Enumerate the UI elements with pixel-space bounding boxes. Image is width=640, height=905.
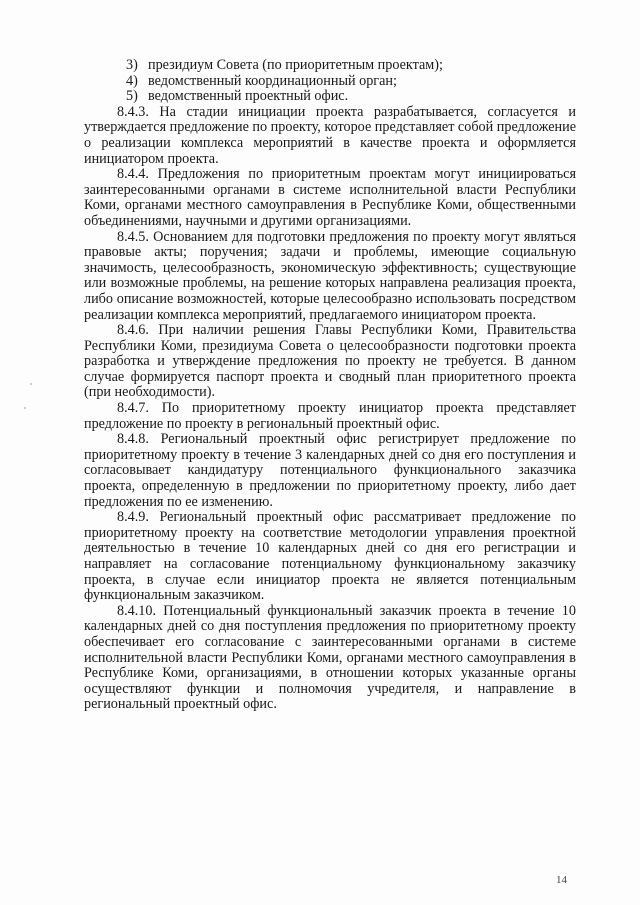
paragraph-8-4-8: 8.4.8. Региональный проектный офис регистрирует предложение по приоритетному проекту в течение 3 календарных дней со дня его поступления и согласовывает кандидатуру потенциального функционального заказчика проекта, определенную в предложении по приоритетному проекту, либо дает предложения по ее изменению.	[84, 431, 576, 510]
page-number: 14	[556, 874, 567, 886]
document-body	[84, 58, 576, 713]
list-item	[84, 58, 576, 74]
paragraph-8-4-6: 8.4.6. При наличии решения Главы Республики Коми, Правительства Республики Коми, президиума Совета о целесообразности подготовки проекта разработка и утверждение предложения по проекту не требуется. В данном случае формируется паспорт проекта и сводный план приоритетного проекта (при необходимости).	[84, 322, 576, 401]
list-item-number: 4)	[126, 72, 138, 89]
scan-speck	[24, 407, 26, 409]
paragraph-8-4-5: 8.4.5. Основанием для подготовки предложения по проекту могут являться правовые акты; поручения; задачи и проблемы, имеющие социальную значимость, целесообразность, экономическую эффективность; существующие или возможные проблемы, на решение которых направлена реализация проекта, либо описание возможностей, которые целесообразно использовать посредством реализации комплекса мероприятий, предлагаемого инициатором проекта.	[84, 228, 576, 323]
list-item-number: 3)	[126, 57, 138, 73]
paragraph-8-4-4: 8.4.4. Предложения по приоритетным проектам могут инициироваться заинтересованными органами в системе исполнительной власти Республики Коми, органами местного самоуправления в Республике Коми, общественными объединениями, научными и другими организациями.	[84, 166, 576, 229]
list-item-text: ведомственный координационный орган;	[148, 72, 397, 89]
list-item	[84, 74, 576, 90]
list-item-text: президиум Совета (по приоритетным проектам);	[148, 57, 443, 73]
scan-speck	[30, 383, 32, 385]
paragraph-8-4-10: 8.4.10. Потенциальный функциональный заказчик проекта в течение 10 календарных дней со дня поступления предложения по приоритетному проекту обеспечивает его согласование с заинтересованными органами в системе исполнительной власти Республики Коми, органами местного самоуправления в Республике Коми, организациями, в отношении которых указанные органы осуществляют функции и полномочия учредителя, и направление в региональный проектный офис.	[84, 602, 576, 713]
list-item	[84, 89, 576, 105]
list-item-number: 5)	[126, 88, 138, 105]
paragraph-8-4-9: 8.4.9. Региональный проектный офис рассматривает предложение по приоритетному проекту на соответствие методологии управления проектной деятельностью в течение 10 календарных дней со дня его регистрации и направляет на согласование потенциальному функциональному заказчику проекта, в случае если инициатор проекта не является потенциальным функциональным заказчиком.	[84, 509, 576, 604]
paragraph-8-4-3: 8.4.3. На стадии инициации проекта разрабатывается, согласуется и утверждается предложение по проекту, которое представляет собой предложение о реализации комплекса мероприятий в качестве проекта и оформляется инициатором проекта.	[84, 103, 577, 167]
list-item-text: ведомственный проектный офис.	[148, 88, 349, 105]
paragraph-8-4-7: 8.4.7. По приоритетному проекту инициатор проекта представляет предложение по проекту в региональный проектный офис.	[84, 400, 576, 432]
